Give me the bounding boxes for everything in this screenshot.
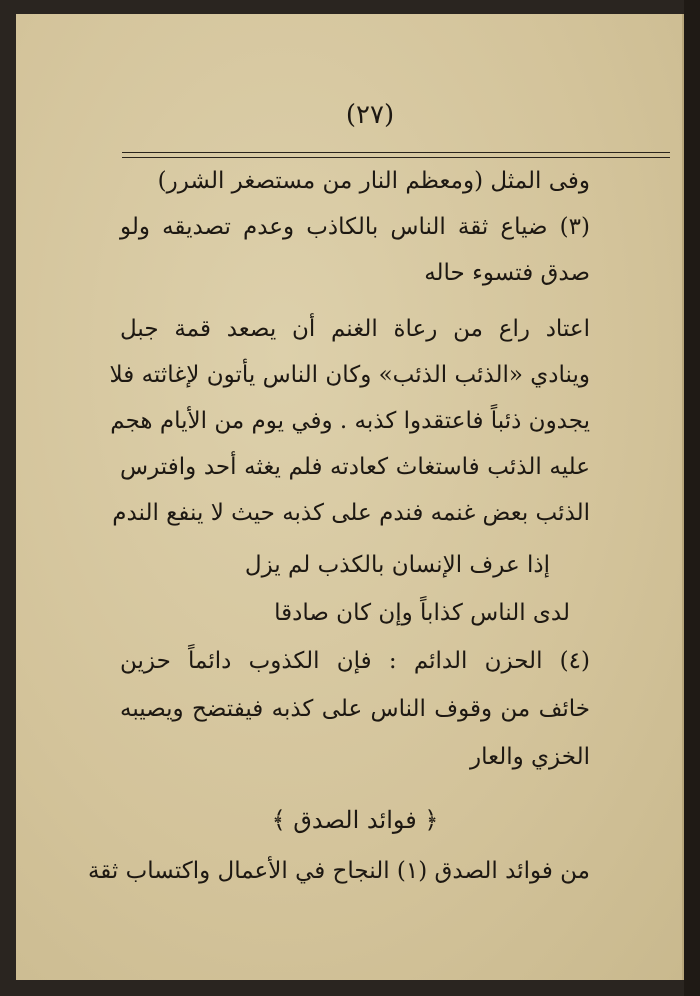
text-line: وفى المثل (ومعظم النار من مستصغر الشرر): [157, 168, 590, 194]
header-rule-top: [122, 152, 670, 153]
text-line: الخزي والعار: [470, 744, 590, 770]
text-line: يجدون ذئباً فاعتقدوا كذبه . وفي يوم من الأيام هجم: [110, 408, 590, 434]
header-rule-bottom: [122, 157, 670, 158]
verse-line: إذا عرف الإنسان بالكذب لم يزل: [244, 552, 550, 578]
section-heading: ﴿ فوائد الصدق ﴾: [271, 806, 439, 834]
text-line: (٣) ضياع ثقة الناس بالكاذب وعدم تصديقه ولو: [120, 214, 590, 240]
page-number: (٢٧): [345, 100, 395, 130]
text-line: صدق فتسوء حاله: [424, 260, 590, 286]
verse-line: لدى الناس كذاباً وإن كان صادقا: [274, 600, 570, 626]
text-line: عليه الذئب فاستغاث كعادته فلم يغثه أحد وافترس: [120, 454, 590, 480]
text-line: الذئب بعض غنمه فندم على كذبه حيث لا ينفع الندم: [112, 500, 590, 526]
book-page: [16, 14, 684, 980]
text-line: من فوائد الصدق (١) النجاح في الأعمال واكتساب ثقة: [87, 858, 590, 884]
text-line: خائف من وقوف الناس على كذبه فيفتضح ويصيبه: [120, 696, 590, 722]
text-line: (٤) الحزن الدائم : فإن الكذوب دائماً حزين: [120, 648, 590, 674]
text-line: وينادي «الذئب الذئب» وكان الناس يأتون لإغاثته فلا: [109, 362, 590, 388]
text-line: اعتاد راع من رعاة الغنم أن يصعد قمة جبل: [120, 316, 590, 342]
book-spine: [684, 0, 700, 996]
